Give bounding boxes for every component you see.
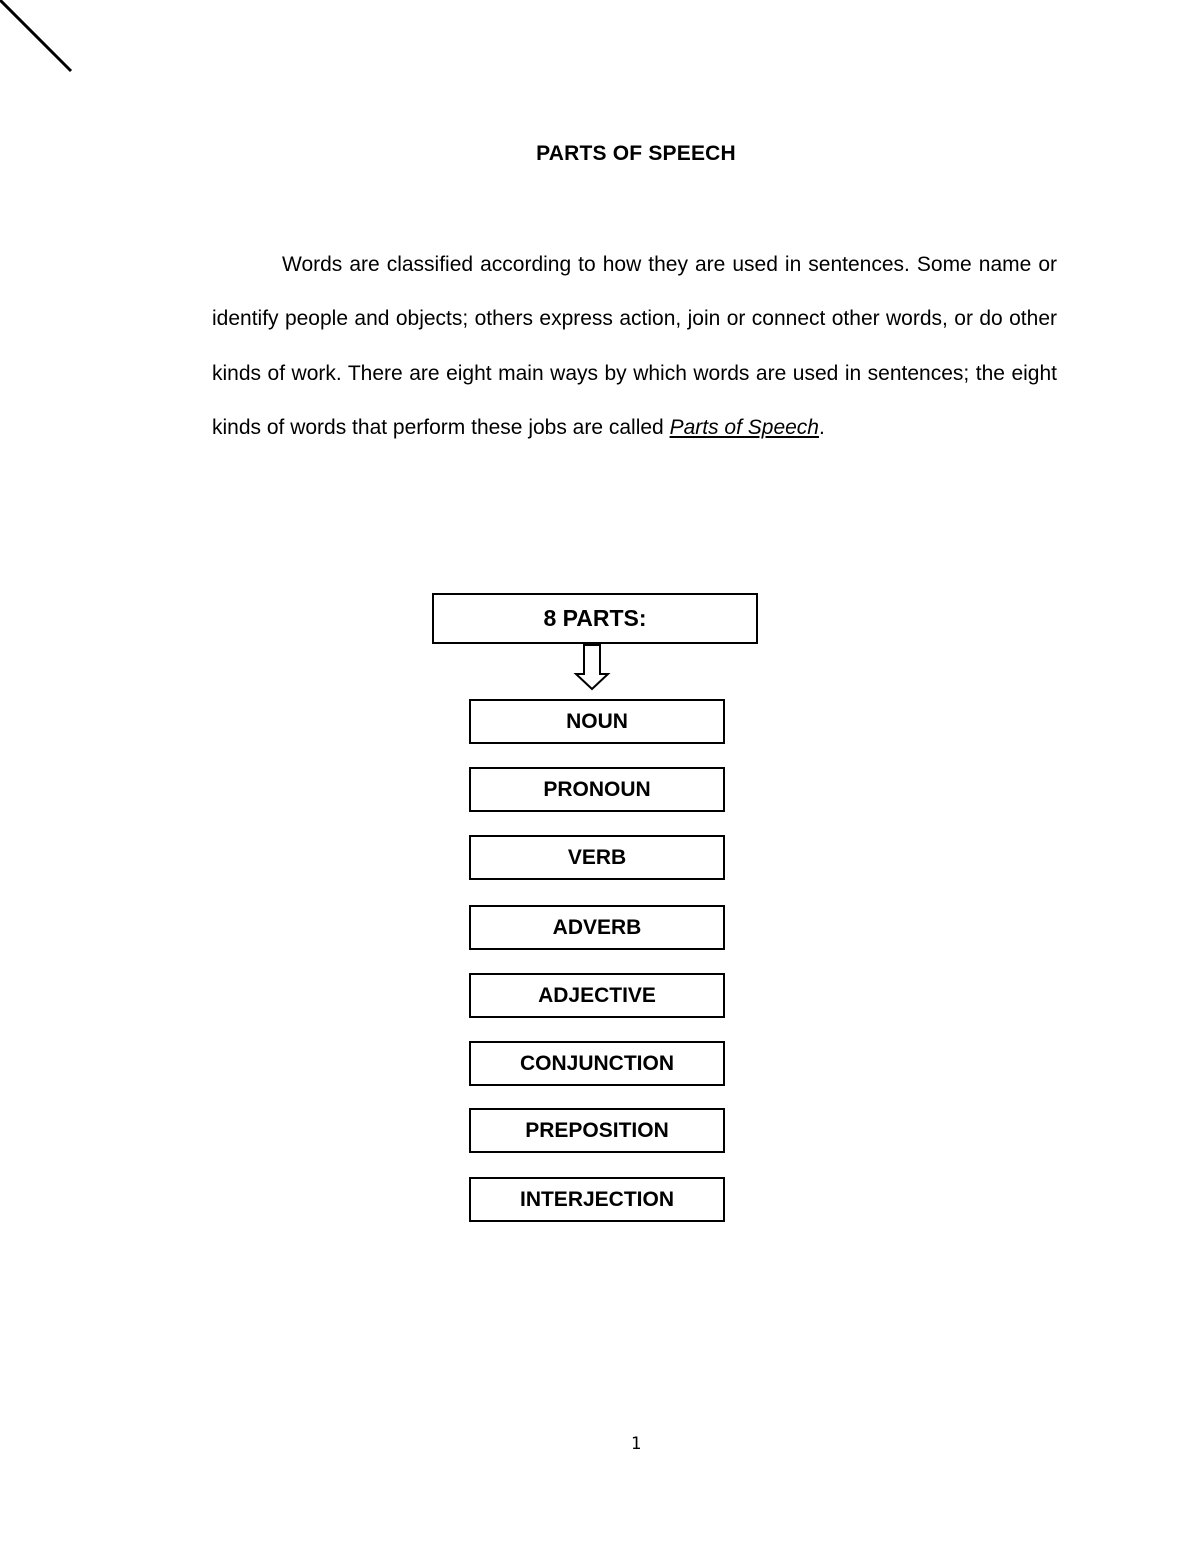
part-label: VERB (567, 845, 627, 869)
part-label: ADJECTIVE (538, 983, 656, 1007)
down-arrow-icon (573, 644, 611, 692)
part-box-preposition (469, 1108, 725, 1153)
part-box-interjection (469, 1177, 725, 1222)
part-box-verb (469, 835, 725, 880)
diagram-header-label: 8 PARTS: (543, 605, 647, 631)
page-title: PARTS OF SPEECH (536, 142, 736, 165)
part-box-adjective (469, 973, 725, 1018)
part-label: PREPOSITION (525, 1118, 669, 1142)
part-box-pronoun (469, 767, 725, 812)
parts-of-speech-term: Parts of Speech (669, 415, 819, 439)
part-label: NOUN (566, 709, 628, 733)
part-label: CONJUNCTION (519, 1051, 674, 1075)
part-box-conjunction (469, 1041, 725, 1086)
part-box-adverb (469, 905, 725, 950)
diagram-header-box (432, 593, 758, 644)
part-box-noun (469, 699, 725, 744)
page-number: 1 (630, 1434, 642, 1454)
part-label: ADVERB (552, 915, 642, 939)
intro-paragraph (212, 238, 1057, 455)
paragraph-text: Words are classified according to how they are used in sentences. Some name or identify people and objects; others express action, join or connect other words, or do other kinds of work. There are eight main ways by which words are used in sentences; the eight kinds of words that perform these jobs are called (212, 253, 1057, 439)
part-label: PRONOUN (543, 777, 651, 801)
corner-diagonal-line (0, 0, 80, 80)
part-label: INTERJECTION (519, 1187, 674, 1211)
paragraph-end: . (818, 415, 825, 439)
